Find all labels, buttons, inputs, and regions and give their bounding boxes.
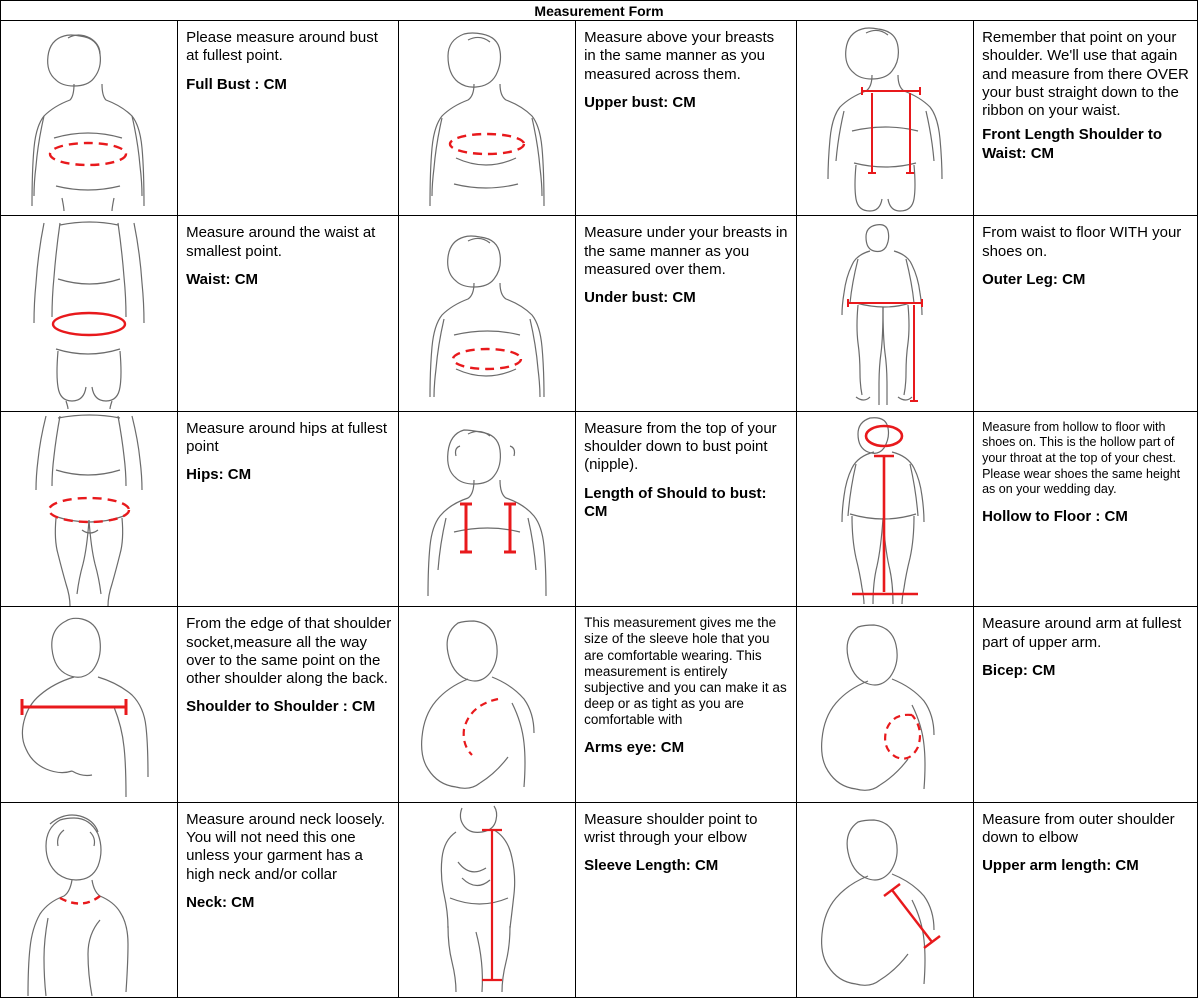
cell-text-shoulder-to-bust bbox=[576, 412, 797, 606]
female-sleeve-length-icon bbox=[402, 803, 572, 997]
female-bicep-icon bbox=[800, 607, 970, 801]
field-label: Outer Leg: CM bbox=[982, 271, 1086, 288]
field-label: Under bust: CM bbox=[584, 289, 696, 307]
figure-upper-bust bbox=[399, 21, 576, 215]
female-arms-eye-icon bbox=[402, 607, 572, 801]
field-label: Neck: CM bbox=[186, 893, 255, 911]
figure-shoulder-to-bust bbox=[399, 412, 576, 606]
female-torso-full-bust-icon bbox=[4, 26, 174, 211]
figure-sleeve-length bbox=[399, 803, 576, 997]
figure-bicep bbox=[797, 607, 974, 801]
description: Measure from hollow to floor with shoes on. This is the hollow part of your throat at the top of your chest. Please wear shoes the same height as on your wedding day. bbox=[982, 419, 1181, 497]
female-back-outer-leg-icon bbox=[800, 219, 970, 409]
figure-neck bbox=[1, 803, 178, 997]
page-title: Measurement Form bbox=[1, 1, 1197, 21]
figure-hips bbox=[1, 412, 178, 606]
figure-full-bust bbox=[1, 21, 178, 215]
table-row bbox=[1, 216, 1197, 411]
description: Measure from outer shoulder down to elbow bbox=[982, 810, 1175, 846]
cell-text-upper-bust bbox=[576, 21, 797, 215]
description: This measurement gives me the size of the sleeve hole that you are comfortable wearing. This measurement is entirely subjective and you can make it as deep or as tight as you are comfortable with bbox=[584, 615, 787, 728]
cell-text-front-length bbox=[974, 21, 1197, 215]
female-torso-upper-bust-icon bbox=[402, 26, 572, 211]
field-label: Full Bust : CM bbox=[186, 75, 287, 93]
cell-text-upper-arm-length bbox=[974, 803, 1197, 997]
table-row bbox=[1, 21, 1197, 216]
table-row bbox=[1, 803, 1197, 997]
description: Measure around arm at fullest part of upper arm. bbox=[982, 615, 1182, 651]
field-label: Bicep: CM bbox=[982, 661, 1056, 679]
figure-outer-leg bbox=[797, 216, 974, 410]
figure-front-length-shoulder-to-waist bbox=[797, 21, 974, 215]
female-back-shoulder-to-shoulder-icon bbox=[4, 607, 174, 801]
figure-upper-arm-length bbox=[797, 803, 974, 997]
female-shoulder-to-bust-icon bbox=[402, 412, 572, 606]
description: Measure around the waist at smallest point. bbox=[186, 224, 376, 260]
female-hollow-to-floor-icon bbox=[800, 412, 970, 606]
field-label: Hollow to Floor : CM bbox=[982, 507, 1128, 525]
cell-text-outer-leg bbox=[974, 216, 1197, 410]
cell-text-waist bbox=[178, 216, 399, 410]
table-row bbox=[1, 607, 1197, 802]
figure-shoulder-to-shoulder bbox=[1, 607, 178, 801]
description: Measure above your breasts in the same manner as you measured across them. bbox=[584, 29, 775, 83]
field-label: Upper arm length: CM bbox=[982, 857, 1139, 875]
cell-text-bicep bbox=[974, 607, 1197, 801]
female-torso-hips-icon bbox=[4, 412, 174, 606]
cell-text-shoulder-to-shoulder bbox=[178, 607, 399, 801]
cell-text-full-bust bbox=[178, 21, 399, 215]
field-label: Waist: CM bbox=[186, 271, 259, 288]
description: Measure from the top of your shoulder down to bust point (nipple). bbox=[584, 419, 777, 474]
cell-text-hips bbox=[178, 412, 399, 606]
description: From waist to floor WITH your shoes on. bbox=[982, 224, 1182, 260]
field-label: Arms eye: CM bbox=[584, 738, 685, 756]
description: Measure shoulder point to wrist through your elbow bbox=[584, 810, 758, 846]
description: Please measure around bust at fullest point. bbox=[186, 29, 378, 65]
field-label: Sleeve Length: CM bbox=[584, 857, 719, 875]
figure-arms-eye bbox=[399, 607, 576, 801]
measurement-grid bbox=[1, 21, 1197, 997]
cell-text-under-bust bbox=[576, 216, 797, 410]
field-label: Upper bust: CM bbox=[584, 93, 696, 111]
field-label: Length of Should to bust: CM bbox=[584, 484, 767, 520]
cell-text-sleeve-length bbox=[576, 803, 797, 997]
female-torso-waist-icon bbox=[4, 219, 174, 409]
field-label: Front Length Shoulder to Waist: CM bbox=[982, 126, 1163, 162]
cell-text-neck bbox=[178, 803, 399, 997]
cell-text-hollow-to-floor bbox=[974, 412, 1197, 606]
figure-under-bust bbox=[399, 216, 576, 410]
cell-text-arms-eye bbox=[576, 607, 797, 801]
female-neck-profile-icon bbox=[4, 803, 174, 997]
description: Remember that point on your shoulder. We'll use that again and measure from there OVER your bust straight down to the ribbon on your waist. bbox=[982, 29, 1189, 120]
description: Measure around neck loosely. You will not need this one unless your garment has a high neck and/or collar bbox=[186, 810, 386, 883]
female-torso-under-bust-icon bbox=[402, 219, 572, 409]
figure-waist bbox=[1, 216, 178, 410]
description: Measure around hips at fullest point bbox=[186, 419, 388, 456]
female-upper-arm-length-icon bbox=[800, 803, 970, 997]
figure-hollow-to-floor bbox=[797, 412, 974, 606]
field-label: Hips: CM bbox=[186, 466, 252, 484]
description: Measure under your breasts in the same manner as you measured over them. bbox=[584, 224, 788, 278]
female-front-length-shoulder-to-waist-icon bbox=[800, 23, 970, 213]
field-label: Shoulder to Shoulder : CM bbox=[186, 698, 376, 716]
table-row bbox=[1, 412, 1197, 607]
description: From the edge of that shoulder socket,measure all the way over to the same point on the other shoulder along the back. bbox=[186, 615, 392, 688]
